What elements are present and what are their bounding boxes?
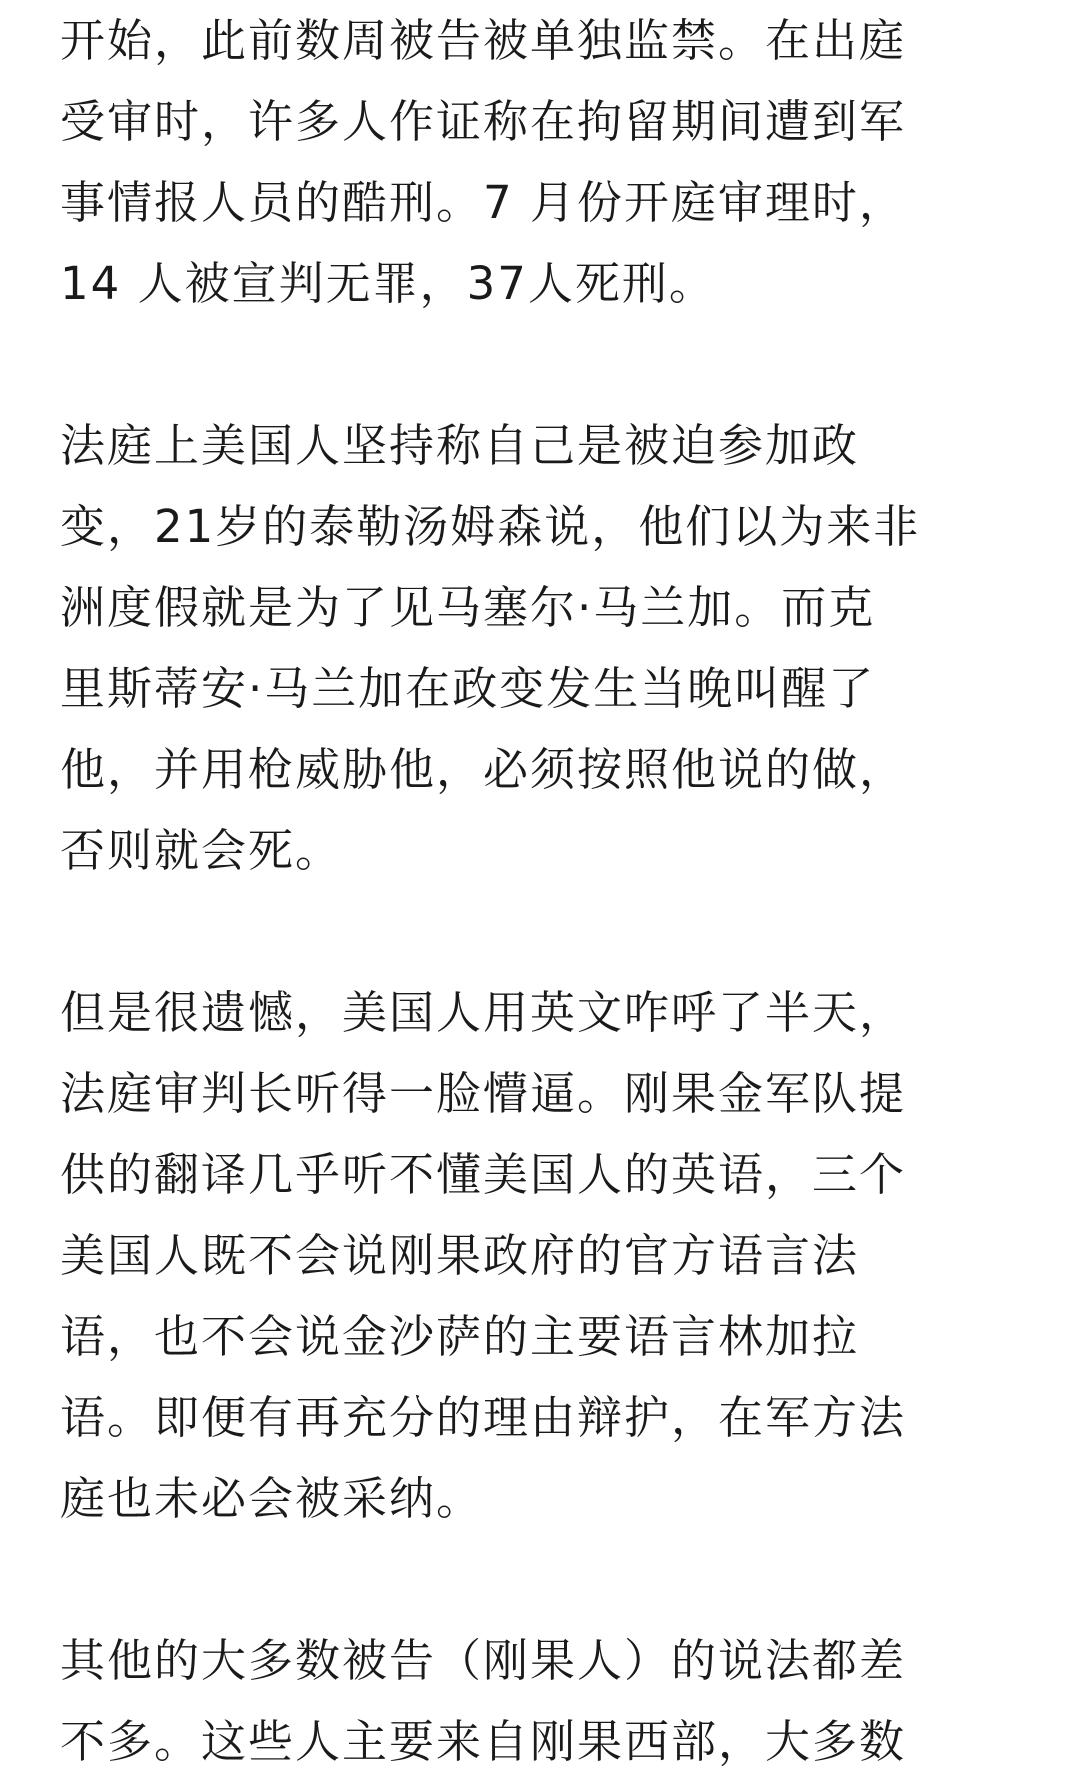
text-line: 里斯蒂安·马兰加在政变发生当晚叫醒了 [60, 662, 876, 715]
paragraph-3 [60, 972, 1020, 1539]
text-line: 14 人被宣判无罪，37人死刑。 [60, 257, 716, 310]
text-line: 法庭审判长听得一脸懵逼。刚果金军队提 [60, 1067, 907, 1120]
text-line: 美国人既不会说刚果政府的官方语言法 [60, 1229, 860, 1282]
article-body [60, 0, 1020, 1782]
paragraph-2 [60, 405, 1020, 891]
paragraph-1 [60, 0, 1020, 324]
text-line: 庭也未必会被采纳。 [60, 1472, 484, 1525]
text-line: 否则就会死。 [60, 824, 343, 877]
text-line: 受审时，许多人作证称在拘留期间遭到军 [60, 95, 907, 148]
text-line: 变，21岁的泰勒汤姆森说，他们以为来非 [60, 500, 921, 553]
text-line: 洲度假就是为了见马塞尔·马兰加。而克 [60, 581, 876, 634]
text-line: 其他的大多数被告（刚果人）的说法都差 [60, 1634, 907, 1687]
paragraph-gap [60, 1539, 1020, 1620]
text-line: 语，也不会说金沙萨的主要语言林加拉 [60, 1310, 860, 1363]
paragraph-4 [60, 1620, 1020, 1782]
text-line: 但是很遗憾，美国人用英文咋呼了半天， [60, 986, 907, 1039]
text-line: 开始，此前数周被告被单独监禁。在出庭 [60, 14, 907, 67]
paragraph-gap [60, 891, 1020, 972]
text-line: 语。即便有再充分的理由辩护，在军方法 [60, 1391, 907, 1444]
text-line: 法庭上美国人坚持称自己是被迫参加政 [60, 419, 860, 472]
text-line: 供的翻译几乎听不懂美国人的英语，三个 [60, 1148, 907, 1201]
text-line: 不多。这些人主要来自刚果西部，大多数 [60, 1715, 907, 1768]
text-line: 他，并用枪威胁他，必须按照他说的做， [60, 743, 907, 796]
text-line: 事情报人员的酷刑。7 月份开庭审理时， [60, 176, 906, 229]
paragraph-gap [60, 324, 1020, 405]
